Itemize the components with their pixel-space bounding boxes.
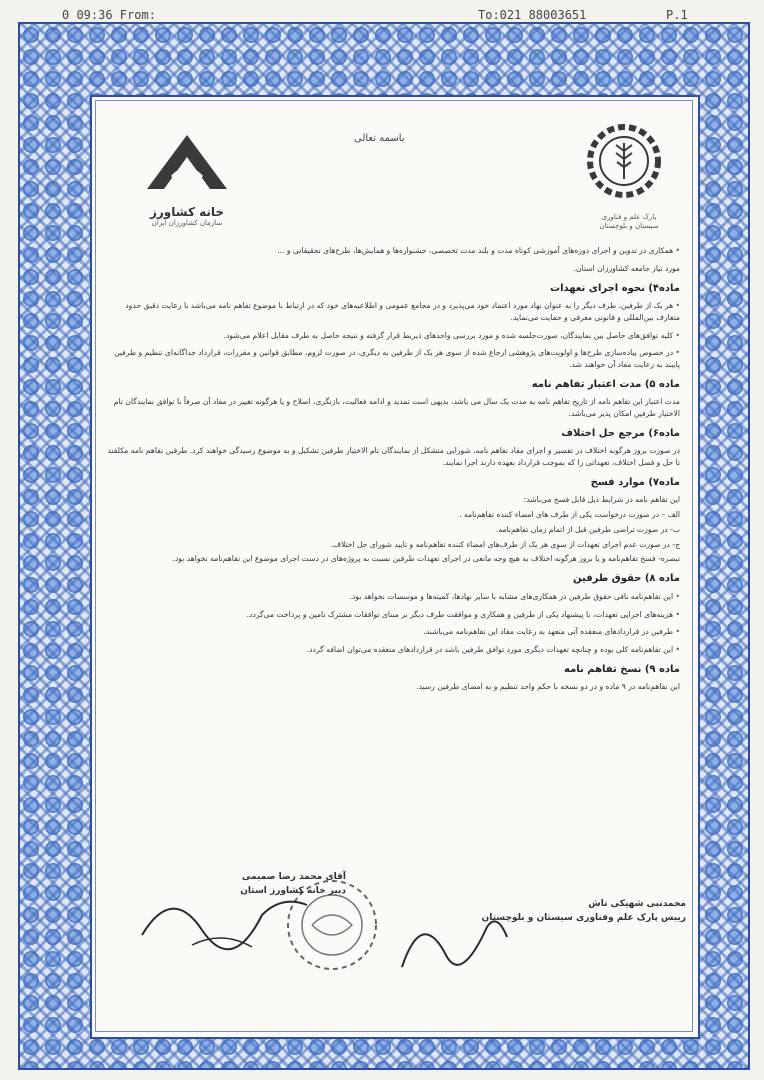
gear-wheat-icon	[574, 119, 674, 209]
left-logo-caption: سازمان کشاورزان ایران	[151, 219, 223, 227]
section-7-title: ماده۷) موارد فسخ	[590, 476, 680, 488]
left-signature-block	[116, 872, 346, 896]
science-park-logo	[574, 119, 684, 231]
section-5-text: مدت اعتبار این تفاهم نامه از تاریخ تفاهم نامه به مدت یک سال می باشد، بدیهی است تمدید و ادامه فعالیت، بازنگری، اصلاح و یا هرگونه تغییر در مفاد آن صرفاً با توافق نمایندگان تام الاختیار طرفین امکان پذیر می‌باشد.	[113, 397, 680, 419]
section-4-item: • در خصوص پیاده‌سازی طرح‌ها و اولویت‌های پژوهشی ارجاع شده از سوی هر یک از طرفین به دیگری، در صورت لزوم، مطابق قوانین و مقررات، قرارداد جداگانه‌ای تنظیم و طرفین پایبند به رعایت مفاد آن خواهند شد.	[104, 347, 680, 371]
right-signature-block	[422, 899, 686, 923]
section-7-item: ج- در صورت عدم اجرای تعهدات از سوی هر یک از طرف‌های امضاء کننده تفاهم‌نامه و تایید شورای حل اختلاف.	[330, 539, 680, 549]
section-8-title: ماده ۸) حقوق طرفین	[573, 573, 680, 585]
section-7-intro: این تفاهم نامه در شرایط ذیل قابل فسخ می‌باشد:	[523, 495, 680, 505]
fax-to: To:021 88003651	[478, 8, 587, 22]
left-logo-title: خانه کشاورز	[149, 205, 225, 219]
section-4-item: • هر یک از طرفین، طرف دیگر را به عنوان نهاد مورد اعتماد خود می‌پذیرد و در مجامع عمومی و اطلاعیه‌های خود که در ارتباط با موضوع تفاهم نامه می‌باشد با رعایت دقیق حدود متعارف بین‌المللی و قانونی معرفی و حمایت می‌نماید.	[104, 300, 680, 324]
section-6-text: در صورت بروز هرگونه اختلاف در تفسیر و اجرای مفاد تفاهم نامه، شورایی متشکل از نمایندگان تام الاختیار طرفین تشکیل و به موضوع رسیدگی خواهند کرد. طرفین تفاهم نامه مکلفند تا حل و فصل اختلاف، تعهداتی را که بموجب قرارداد بعهده دارند اجرا نمایند.	[107, 446, 680, 468]
right-signer-role: رییس پارک علم وفناوری سیستان و بلوچستان	[481, 913, 686, 923]
intro-line: مورد نیاز جامعه کشاورزان استان.	[573, 263, 680, 273]
bismillah: باسمه تعالی	[354, 133, 405, 144]
house-logo-icon	[132, 131, 242, 201]
right-logo-caption-2: سیستان و بلوچستان	[599, 222, 659, 231]
left-signer-name: آقای محمد رضا صمیمی	[241, 872, 346, 882]
fax-from: 0 09:36 From:	[62, 8, 156, 22]
section-6-title: ماده۶) مرجع حل اختلاف	[561, 427, 680, 439]
section-9-title: ماده ۹) نسخ تفاهم نامه	[564, 663, 680, 675]
section-7-item: ب- در صورت تراضی طرفین قبل از اتمام زمان تفاهم‌نامه.	[496, 524, 680, 534]
section-8-item: • هزینه‌های اجرایی تعهدات، با پیشنهاد یکی از طرفین و همکاری و موافقت طرف دیگر بر مبنای توافقات مشترک تامین و پرداخت می‌گردد.	[104, 609, 680, 621]
left-signer-role: دبیر خانه کشاورز استان	[240, 886, 346, 896]
section-8-item: • طرفین در قراردادهای منعقده آتی متعهد به رعایت مفاد این تفاهم‌نامه می‌باشند.	[104, 626, 680, 638]
intro-bullet: • همکاری در تدوین و اجرای دوره‌های آموزشی کوتاه مدت و بلند مدت تخصصی، جشنواره‌ها و همایش‌ها، طرح‌های تحقیقاتی و ...	[104, 245, 680, 257]
section-4-item: • کلیه توافق‌های حاصل بین نمایندگان، صورت‌جلسه شده و مورد بررسی واحدهای ذیربط قرار گرفته و نتیجه حاصل به طرف مقابل اعلام می‌شود.	[104, 330, 680, 342]
section-7-note: تبصره- فسخ تفاهم‌نامه و یا بروز هرگونه اختلاف به هیچ وجه مانعی در اجرای تعهدات طرفین نسبت به پروژه‌های در دست اجرای موضوع این تفاهم‌نامه نخواهد بود.	[172, 554, 680, 564]
section-8-item: • این تفاهم‌نامه کلی بوده و چنانچه تعهدات دیگری مورد توافق طرفین باشد در قراردادهای منعقده می‌توان اضافه گردد.	[104, 644, 680, 656]
document-body	[104, 245, 680, 699]
section-4-title: ماده۴) نحوه اجرای تعهدات	[550, 282, 680, 294]
khaneh-keshavarz-logo	[132, 131, 242, 228]
document-content	[92, 97, 694, 1033]
right-signer-name: محمدنبی شهیکی تاش	[588, 899, 686, 909]
right-logo-caption-1: پارک علم و فناوری	[601, 213, 657, 221]
section-9-text: این تفاهم‌نامه در ۹ ماده و در دو نسخه با حکم واحد تنظیم و به امضای طرفین رسید.	[416, 682, 680, 692]
section-5-title: ماده ۵) مدت اعتبار تفاهم نامه	[531, 378, 680, 390]
fax-page: P.1	[666, 8, 688, 22]
section-8-item: • این تفاهم‌نامه نافی حقوق طرفین در همکاری‌های مشابه با سایر نهادها، کمیته‌ها و موسسات نخواهد بود.	[104, 591, 680, 603]
section-7-item: الف – در صورت درخواست یکی از طرف های امضاء کننده تفاهم‌نامه .	[459, 510, 680, 520]
